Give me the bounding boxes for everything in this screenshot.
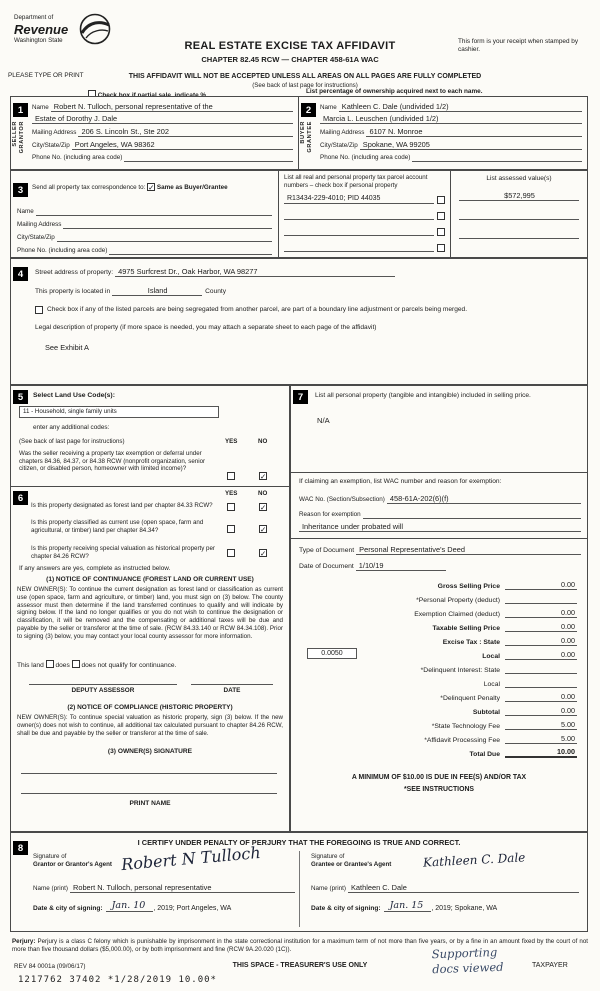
reason-value-row xyxy=(299,522,581,532)
reason-line-blank xyxy=(363,510,581,519)
minimum-due-note: A MINIMUM OF $10.00 IS DUE IN FEE(S) AND/OR TAX xyxy=(351,774,527,781)
corr-name-value xyxy=(36,207,272,216)
affidavit-processing-fee-row xyxy=(291,730,587,744)
certify-statement: I CERTIFY UNDER PENALTY OF PERJURY THAT THE FOREGOING IS TRUE AND CORRECT. xyxy=(137,838,461,847)
send-correspondence-row xyxy=(32,183,274,192)
buyer-name-row-2 xyxy=(320,114,582,124)
state-technology-fee-label: *State Technology Fee xyxy=(431,723,500,730)
parcel-numbers-box xyxy=(279,171,451,257)
correspondence-box xyxy=(11,171,279,257)
doc-date-filler xyxy=(446,562,581,571)
gross-selling-price-row xyxy=(291,576,587,590)
land-use-section xyxy=(10,385,290,832)
legal-description-label: Legal description of property (if more space is needed, you may attach a separate sheet to each page of the affidavit) xyxy=(35,324,377,332)
taxpayer-label: TAXPAYER xyxy=(532,962,568,969)
assessed-value-header: List assessed value(s) xyxy=(486,175,552,182)
parcel-row-1 xyxy=(284,194,445,204)
section5-6-divider xyxy=(11,486,289,487)
forest-land-question: Is this property designated as forest land per chapter 84.33 RCW? xyxy=(31,502,213,509)
reason-row xyxy=(299,510,581,519)
see-instructions-note: *SEE INSTRUCTIONS xyxy=(403,786,475,793)
owners-signature-title: (3) OWNER(S) SIGNATURE xyxy=(107,748,193,755)
buyer-csz-value: Spokane, WA 99205 xyxy=(360,140,582,150)
grantor-signature: Robert N Tulloch xyxy=(120,842,262,875)
delinquent-interest-local-label: Local xyxy=(483,681,500,688)
if-yes-note: If any answers are yes, complete as instructed below. xyxy=(19,565,171,572)
wac-label: WAC No. (Section/Subsection) xyxy=(299,496,385,503)
certification-divider xyxy=(299,851,300,927)
doc-type-value: Personal Representative's Deed xyxy=(356,545,581,555)
same-as-buyer-label: Same as Buyer/Grantee xyxy=(156,184,228,191)
parcel-number-value: R13434-229-4010; PID 44035 xyxy=(284,194,434,204)
total-due-label: Total Due xyxy=(469,751,500,758)
segregated-label: Check box if any of the listed parcels are being segregated from another parcel, are part of a boundary line adjustment or parcels being merged. xyxy=(47,306,468,313)
seller-name-label: Name xyxy=(32,104,49,111)
current-use-question: Is this property classified as current use (open space, farm and agricultural, or timber) land per chapter 84.34? xyxy=(31,519,204,534)
exemption-claimed-label: Exemption Claimed (deduct) xyxy=(414,611,500,618)
seller-name-row xyxy=(32,102,293,112)
excise-tax-state-label: Excise Tax : State xyxy=(442,639,500,646)
parcel-number-blank-3 xyxy=(284,227,434,236)
print-name-label: PRINT NAME xyxy=(129,800,171,807)
located-in-label: This property is located in xyxy=(35,288,111,295)
assessed-value-blank-3 xyxy=(459,230,579,239)
grantee-date-handwritten: Jan. 15 xyxy=(384,901,432,912)
corr-phone-value xyxy=(109,246,272,255)
delinquent-interest-local-value xyxy=(505,679,577,688)
located-in-row xyxy=(35,286,577,296)
assessed-row-3 xyxy=(459,230,579,239)
wac-value: 458-61A-202(6)(f) xyxy=(387,494,581,504)
subtotal-row xyxy=(291,702,587,716)
grantee-date-rest: , 2019; Spokane, WA xyxy=(431,905,498,912)
grantee-side-label: GRANTEE xyxy=(307,121,313,153)
additional-codes-label: enter any additional codes: xyxy=(33,424,110,431)
section5-question: Was the seller receiving a property tax exemption or deferral under chapters 84.36, 84.37, or 84.38 RCW (nonprofit organization, senior citizen, or disabled person, homeowner with limited income)? xyxy=(19,450,206,473)
corr-phone-row xyxy=(17,246,272,255)
form-chapter: CHAPTER 82.45 RCW — CHAPTER 458-61A WAC xyxy=(201,55,379,64)
excise-tax-state-value: 0.00 xyxy=(505,636,577,646)
note-line-2: docs viewed xyxy=(432,959,504,977)
receipt-note: This form is your receipt when stamped by cashier. xyxy=(458,38,579,54)
continuance-qualify-row xyxy=(17,660,176,669)
this-land-label: This land xyxy=(17,662,44,669)
buyer-name-value: Kathleen C. Dale (undivided 1/2) xyxy=(339,102,582,112)
buyer-phone-row xyxy=(320,153,582,162)
revenue-swirl-icon xyxy=(78,12,112,46)
exemption-claimed-value: 0.00 xyxy=(505,608,577,618)
exemption-note: If claiming an exemption, list WAC number and reason for exemption: xyxy=(299,478,502,485)
section7-divider-1 xyxy=(291,472,587,473)
corr-name-label: Name xyxy=(17,208,34,215)
section5-see-back: (See back of last page for instructions) xyxy=(19,438,125,445)
delinquent-interest-state-label: *Delinquent Interest: State xyxy=(420,667,500,674)
reason-label: Reason for exemption xyxy=(299,511,361,518)
certification-section xyxy=(10,832,588,932)
assessed-row-1 xyxy=(459,191,579,201)
grantor-date-rest: , 2019; Port Angeles, WA xyxy=(153,905,232,912)
buyer-address-row xyxy=(320,127,582,137)
notice-continuance-title: (1) NOTICE OF CONTINUANCE (FOREST LAND OR CURRENT USE) xyxy=(46,576,254,583)
taxable-selling-price-label: Taxable Selling Price xyxy=(432,625,500,632)
doc-type-row xyxy=(299,545,581,555)
total-due-row xyxy=(291,744,587,758)
grantor-signature-of-label: Signature of xyxy=(33,853,67,860)
section5-no-checkbox[interactable]: ✓ xyxy=(260,472,267,481)
land-use-label: Select Land Use Code(s): xyxy=(33,392,115,399)
logo-dept-text: Department of xyxy=(14,14,54,21)
corr-csz-row xyxy=(17,233,272,242)
grantee-name-print-row xyxy=(311,883,579,893)
correspondence-section xyxy=(10,170,588,258)
buyer-csz-row xyxy=(320,140,582,150)
grantor-date-row xyxy=(33,901,295,912)
section-4-number: 4 xyxy=(13,267,28,281)
assessed-value-blank-2 xyxy=(459,211,579,220)
personal-property-checkbox-4[interactable] xyxy=(437,244,445,252)
reason-value: Inheritance under probated will xyxy=(299,522,581,532)
taxable-selling-price-value: 0.00 xyxy=(505,622,577,632)
delinquent-penalty-label: *Delinquent Penalty xyxy=(440,695,500,702)
buyer-name-label: Name xyxy=(320,104,337,111)
deputy-date-label: DATE xyxy=(191,684,273,694)
current-use-yes-checkbox[interactable] xyxy=(227,525,235,533)
parcel-row-2 xyxy=(284,211,445,220)
buyer-side-label: BUYER xyxy=(300,121,306,144)
deputy-assessor-label: DEPUTY ASSESSOR xyxy=(29,684,177,694)
located-county-value: Island xyxy=(112,286,202,296)
grantee-date-label: Date & city of signing: xyxy=(311,905,381,912)
local-rate-box: 0.0050 xyxy=(307,648,357,659)
doc-type-label: Type of Document xyxy=(299,547,355,554)
buyer-fields xyxy=(320,102,582,162)
seller-address-row xyxy=(32,127,293,137)
buyer-csz-label: City/State/Zip xyxy=(320,142,358,149)
corr-csz-value xyxy=(57,233,272,242)
personal-property-checkbox-1[interactable] xyxy=(437,196,445,204)
seller-name-row-2 xyxy=(32,114,293,124)
street-address-label: Street address of property: xyxy=(35,269,114,276)
street-address-row xyxy=(35,267,577,277)
state-technology-fee-row xyxy=(291,716,587,730)
land-use-code-select[interactable]: 11 - Household, single family units xyxy=(19,406,219,418)
affidavit-warning: THIS AFFIDAVIT WILL NOT BE ACCEPTED UNLESS ALL AREAS ON ALL PAGES ARE FULLY COMPLETED xyxy=(128,73,482,80)
delinquent-interest-state-value xyxy=(505,665,577,674)
assessed-row-2 xyxy=(459,211,579,220)
excise-tax-local-value: 0.00 xyxy=(505,650,577,660)
ownership-percentage-note: List percentage of ownership acquired next to each name. xyxy=(306,88,483,95)
notice-compliance-body: NEW OWNER(S): To continue special valuation as historic property, sign (3) below. If the new owner(s) does not wish to continue, all additional tax calculated pursuant to chapter 84.26 RCW, shall be due and payable by the seller or transferor at the time of sale. xyxy=(17,714,283,737)
seller-csz-row xyxy=(32,140,293,150)
grantor-name-print-row xyxy=(33,883,295,893)
section-3-number: 3 xyxy=(13,183,28,197)
does-label: does xyxy=(55,662,70,669)
historic-property-question: Is this property receiving special valuation as historical property per chapter 84.26 RCW? xyxy=(31,545,215,560)
logo-state-text: Washington State xyxy=(14,36,63,44)
parcel-row-3 xyxy=(284,227,445,236)
personal-property-deduct-row xyxy=(291,590,587,604)
grantor-signature-row xyxy=(33,842,295,881)
grantee-date-row xyxy=(311,901,579,912)
property-fields xyxy=(35,267,577,352)
section7-divider-2 xyxy=(291,538,587,539)
form-title: REAL ESTATE EXCISE TAX AFFIDAVIT xyxy=(184,40,396,52)
gross-selling-price-value: 0.00 xyxy=(505,580,577,590)
personal-property-checkbox-2[interactable] xyxy=(437,212,445,220)
buyer-phone-value xyxy=(412,153,582,162)
corr-phone-label: Phone No. (including area code) xyxy=(17,247,108,254)
buyer-name-value-2: Marcia L. Leuschen (undivided 1/2) xyxy=(320,114,582,124)
grantee-signature-of-label: Signature of xyxy=(311,853,345,860)
excise-tax-state-row xyxy=(291,632,587,646)
seller-name-value: Robert N. Tulloch, personal representative of the xyxy=(51,102,293,112)
assessed-value-box xyxy=(451,171,587,257)
grantor-side-label: GRANTOR xyxy=(19,121,25,154)
tax-computation-section xyxy=(290,385,588,832)
buyer-phone-label: Phone No. (including area code) xyxy=(320,154,411,161)
section5-yes-checkbox[interactable] xyxy=(227,472,235,480)
notice-compliance-title: (2) NOTICE OF COMPLIANCE (HISTORIC PROPERTY) xyxy=(67,704,233,711)
treasurer-use-label: THIS SPACE - TREASURER'S USE ONLY xyxy=(232,962,368,969)
corr-csz-label: City/State/Zip xyxy=(17,234,55,241)
personal-property-checkbox-3[interactable] xyxy=(437,228,445,236)
does-checkbox[interactable] xyxy=(46,660,54,668)
delinquent-penalty-row xyxy=(291,688,587,702)
grantor-name-print-value: Robert N. Tulloch, personal representative xyxy=(70,883,295,893)
seller-fields xyxy=(32,102,293,162)
perjury-lead: Perjury: xyxy=(12,938,36,945)
grantor-name-print-label: Name (print) xyxy=(33,885,68,892)
gross-selling-price-label: Gross Selling Price xyxy=(437,583,500,590)
personal-property-value: N/A xyxy=(317,416,330,425)
buyer-address-label: Mailing Address xyxy=(320,129,365,136)
deputy-assessor-row xyxy=(29,684,273,694)
section6-no-header: NO xyxy=(258,490,268,497)
segregated-row xyxy=(35,306,577,314)
affidavit-processing-fee-label: *Affidavit Processing Fee xyxy=(424,737,500,744)
notice-continuance-body: NEW OWNER(S): To continue the current designation as forest land or classification as current use (open space, farm and agriculture, or timber) land, you must sign on (3) below. The county assessor must then determine if the land transferred continues to qualify and will indicate by signing below. If the land no longer qualifies or you do not wish to continue the designation or classification, it will be removed and the compensating or additional taxes will be due and payable by the seller or transferor at the time of sale. (RCW 84.33.140 or RCW 84.34.108). Prior to signing (3) below, you may contact your local county assessor for more information. xyxy=(17,586,283,640)
delinquent-interest-state-row xyxy=(291,660,587,674)
seller-name-value-2: Estate of Dorothy J. Dale xyxy=(32,114,293,124)
grantor-date-handwritten: Jan. 10 xyxy=(106,901,154,912)
assessed-value-amount: $572,995 xyxy=(459,191,579,201)
excise-tax-local-label: Local xyxy=(482,653,500,660)
forest-land-yes-checkbox[interactable] xyxy=(227,503,235,511)
qualify-label: qualify for continuance. xyxy=(108,662,177,669)
see-back-note: (See back of last page for instructions) xyxy=(252,82,358,89)
seller-phone-row xyxy=(32,153,293,162)
personal-property-deduct-label: *Personal Property (deduct) xyxy=(416,597,500,604)
total-due-value: 10.00 xyxy=(505,747,577,758)
county-suffix-label: County xyxy=(205,288,227,295)
corr-address-value xyxy=(63,220,272,229)
buyer-name-row xyxy=(320,102,582,112)
owner-signature-line-1 xyxy=(21,758,277,774)
grantor-date-label: Date & city of signing: xyxy=(33,905,103,912)
grantor-agent-label: Grantor or Grantor's Agent xyxy=(33,860,112,868)
seller-box xyxy=(11,97,299,169)
seller-csz-label: City/State/Zip xyxy=(32,142,70,149)
doc-date-label: Date of Document xyxy=(299,563,354,570)
section-6-number: 6 xyxy=(13,491,28,505)
parcel-row-4 xyxy=(284,243,445,252)
grantee-name-print-value: Kathleen C. Dale xyxy=(348,883,579,893)
section-7-number: 7 xyxy=(293,390,308,404)
send-correspondence-label: Send all property tax correspondence to: xyxy=(32,184,146,191)
historic-no-checkbox[interactable]: ✓ xyxy=(260,549,267,558)
segregated-checkbox[interactable] xyxy=(35,306,43,314)
exemption-claimed-row xyxy=(291,604,587,618)
same-as-buyer-checkbox[interactable]: ✓ xyxy=(148,183,155,192)
parcel-number-blank-4 xyxy=(284,243,434,252)
money-table xyxy=(291,576,587,758)
delinquent-penalty-value: 0.00 xyxy=(505,692,577,702)
state-technology-fee-value: 5.00 xyxy=(505,720,577,730)
parties-section xyxy=(10,96,588,170)
parcel-number-blank-2 xyxy=(284,211,434,220)
please-type-or-print: PLEASE TYPE OR PRINT xyxy=(8,72,84,79)
subtotal-label: Subtotal xyxy=(472,709,500,716)
property-section xyxy=(10,258,588,385)
note-line-1: Supporting xyxy=(431,944,498,962)
doc-date-value: 1/10/19 xyxy=(356,561,446,571)
grantee-certification xyxy=(311,850,579,912)
section6-yes-header: YES xyxy=(225,490,238,497)
corr-name-row xyxy=(17,207,272,216)
correspondence-fields xyxy=(17,207,272,255)
section-1-number: 1 xyxy=(13,103,28,117)
does-not-checkbox[interactable] xyxy=(72,660,80,668)
legal-description-value: See Exhibit A xyxy=(45,342,89,352)
logo-revenue-text: Revenue xyxy=(14,21,69,37)
excise-tax-local-row xyxy=(291,646,587,660)
section5-yes-header: YES xyxy=(225,438,238,445)
owner-signature-line-2 xyxy=(21,778,277,794)
grantee-signature: Kathleen C. Dale xyxy=(422,850,526,870)
taxable-selling-price-row xyxy=(291,618,587,632)
seller-phone-label: Phone No. (including area code) xyxy=(32,154,123,161)
seller-csz-value: Port Angeles, WA 98362 xyxy=(72,140,293,150)
seller-address-label: Mailing Address xyxy=(32,129,77,136)
seller-side-label: SELLER xyxy=(12,121,18,147)
does-not-label: does not xyxy=(81,662,107,669)
cashier-stamp: 1217762 37402 *1/28/2019 10.00* xyxy=(18,975,217,985)
rev-form-number: REV 84 0001a (09/06/17) xyxy=(14,963,86,970)
perjury-text: Perjury is a class C felony which is punishable by imprisonment in the state correctional institution for a maximum term of not more than five years, or by a fine in an amount fixed by the court of not more than five thousand dollars ($5,000.00), or by both imprisonment and fine (RCW 9A.20.020 (1C)). xyxy=(12,938,588,953)
subtotal-value: 0.00 xyxy=(505,706,577,716)
personal-property-label: List all personal property (tangible and intangible) included in selling price. xyxy=(315,392,531,399)
corr-address-row xyxy=(17,220,272,229)
section5-no-header: NO xyxy=(258,438,268,445)
affidavit-processing-fee-value: 5.00 xyxy=(505,734,577,744)
street-address-value: 4975 Surfcrest Dr., Oak Harbor, WA 98277 xyxy=(115,267,395,277)
section-5-number: 5 xyxy=(13,390,28,404)
grantee-signature-row xyxy=(311,850,579,881)
buyer-box xyxy=(299,97,587,169)
personal-property-deduct-value xyxy=(505,595,577,604)
supporting-docs-handwritten-note xyxy=(431,945,503,977)
section-2-number: 2 xyxy=(301,103,316,117)
wac-row xyxy=(299,494,581,504)
parcel-numbers-header: List all real and personal property tax parcel account numbers – check box if personal property xyxy=(284,174,428,189)
grantee-agent-label: Grantee or Grantee's Agent xyxy=(311,860,392,868)
corr-address-label: Mailing Address xyxy=(17,221,62,228)
delinquent-interest-local-row xyxy=(291,674,587,688)
section-8-number: 8 xyxy=(13,841,28,855)
grantee-name-print-label: Name (print) xyxy=(311,885,346,892)
seller-phone-value xyxy=(124,153,293,162)
current-use-no-checkbox[interactable]: ✓ xyxy=(260,525,267,534)
doc-date-row xyxy=(299,561,581,571)
seller-address-value: 206 S. Lincoln St., Ste 202 xyxy=(78,127,293,137)
forest-land-no-checkbox[interactable]: ✓ xyxy=(260,503,267,512)
grantor-certification xyxy=(33,842,295,912)
historic-yes-checkbox[interactable] xyxy=(227,549,235,557)
buyer-address-value: 6107 N. Monroe xyxy=(366,127,582,137)
